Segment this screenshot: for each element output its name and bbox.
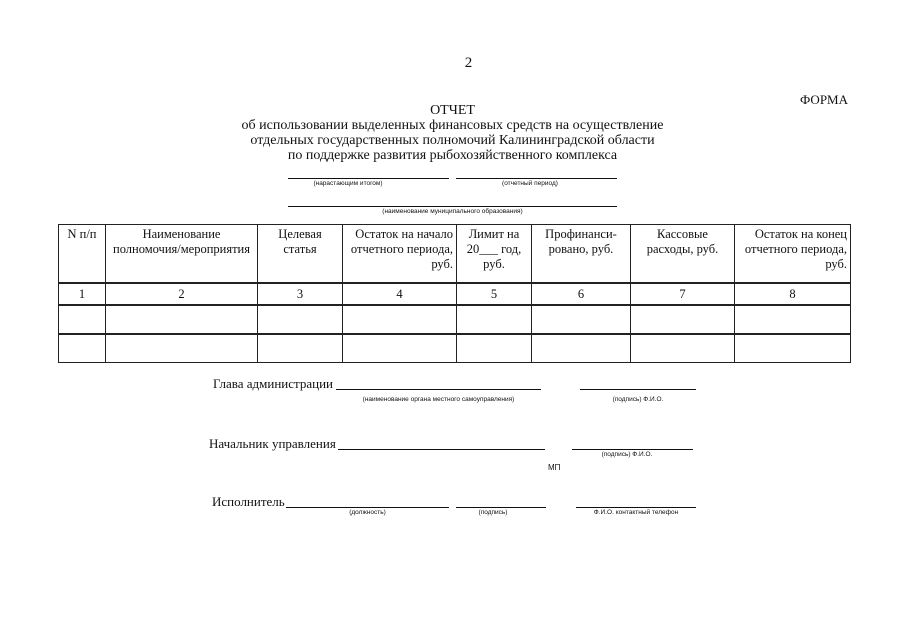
- chief-sign-caption: (подпись) Ф.И.О.: [601, 451, 653, 458]
- column-number: 4: [343, 283, 457, 305]
- chief-name-line[interactable]: [338, 449, 545, 450]
- executor-contact-line[interactable]: [576, 507, 696, 508]
- column-number: 5: [457, 283, 532, 305]
- chief-label: Начальник управления: [209, 436, 336, 451]
- title-line-1: об использовании выделенных финансовых средств на осуществление: [241, 118, 664, 133]
- report-title: [0, 103, 905, 163]
- table-row: [59, 334, 851, 363]
- head-sign-line[interactable]: [580, 389, 696, 390]
- table-cell[interactable]: [457, 334, 532, 363]
- table-cell[interactable]: [735, 305, 851, 334]
- executor-sign-line[interactable]: [456, 507, 546, 508]
- page-number: 2: [464, 55, 473, 71]
- executor-position-caption: (должность): [349, 509, 386, 516]
- municipality-blank-line: [288, 206, 617, 207]
- title-heading: ОТЧЕТ: [430, 103, 475, 118]
- title-line-2: отдельных государственных полномочий Калининградской области: [250, 133, 655, 148]
- executor-position-line[interactable]: [286, 507, 449, 508]
- table-row: [59, 305, 851, 334]
- table-cell[interactable]: [106, 334, 258, 363]
- executor-contact-caption: Ф.И.О. контактный телефон: [593, 509, 679, 516]
- title-line-3: по поддержке развития рыбохозяйственного комплекса: [287, 148, 618, 163]
- table-cell[interactable]: [59, 334, 106, 363]
- header-cell: Остаток на конец отчетного периода, руб.: [735, 225, 851, 284]
- chief-sign-line[interactable]: [572, 449, 693, 450]
- head-org-line[interactable]: [336, 389, 541, 390]
- stamp-label: МП: [548, 463, 561, 472]
- column-number: 3: [258, 283, 343, 305]
- table-cell[interactable]: [735, 334, 851, 363]
- header-cell: Кассовые расходы, руб.: [631, 225, 735, 284]
- table-header-row: [59, 225, 851, 284]
- period-blank-line: [456, 178, 617, 179]
- header-cell: Профинанси- ровано, руб.: [532, 225, 631, 284]
- header-cell: Лимит на 20___ год, руб.: [457, 225, 532, 284]
- column-number: 7: [631, 283, 735, 305]
- table-cell[interactable]: [631, 305, 735, 334]
- report-table: [58, 224, 851, 363]
- column-number: 8: [735, 283, 851, 305]
- table-cell[interactable]: [258, 334, 343, 363]
- table-cell[interactable]: [457, 305, 532, 334]
- executor-label: Исполнитель: [212, 494, 285, 509]
- cumulative-caption: (нарастающим итогом): [313, 180, 383, 187]
- column-number: 6: [532, 283, 631, 305]
- head-label: Глава администрации: [213, 376, 334, 391]
- executor-sign-caption: (подпись): [478, 509, 508, 516]
- period-caption: (отчетный период): [502, 180, 558, 187]
- municipality-caption: (наименование муниципального образования): [382, 208, 523, 215]
- table-cell[interactable]: [258, 305, 343, 334]
- head-sign-caption: (подпись) Ф.И.О.: [612, 396, 664, 403]
- table-cell[interactable]: [532, 305, 631, 334]
- table-cell[interactable]: [106, 305, 258, 334]
- column-number: 2: [106, 283, 258, 305]
- header-cell: Остаток на начало отчетного периода, руб.: [343, 225, 457, 284]
- table-cell[interactable]: [631, 334, 735, 363]
- table-cell[interactable]: [343, 334, 457, 363]
- column-number: 1: [59, 283, 106, 305]
- table-cell[interactable]: [532, 334, 631, 363]
- table-cell[interactable]: [59, 305, 106, 334]
- header-cell: N п/п: [59, 225, 106, 284]
- table-cell[interactable]: [343, 305, 457, 334]
- table-number-row: [59, 283, 851, 305]
- form-label: ФОРМА: [800, 92, 848, 107]
- cumulative-blank-line: [288, 178, 449, 179]
- head-org-caption: (наименование органа местного самоуправления): [362, 396, 515, 403]
- header-cell: Целевая статья: [258, 225, 343, 284]
- header-cell: Наименование полномочия/мероприятия: [106, 225, 258, 284]
